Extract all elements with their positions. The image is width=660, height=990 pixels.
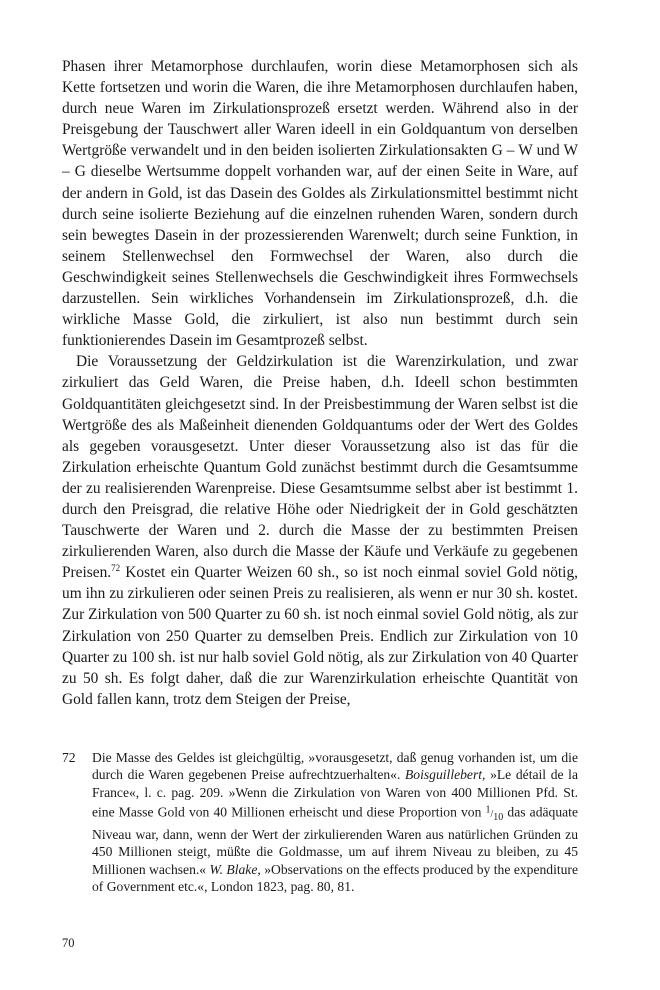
footnote-text-2: , »Le détail de la France«, l. c. pag. 209. »Wenn die Zirkulation von Waren von 400 Millionen Pfd. St. eine Masse Gold von 40 Millionen erheischt und diese Proportion von [92,767,578,820]
footnote-text-4: , »Observations on the effects produced by the expenditure of Government etc.«, London 1823, pag. 80, 81. [92,861,578,895]
paragraph-2 [62,351,578,710]
footnote-number: 72 [62,750,76,765]
footnote-ref-72[interactable]: 72 [111,563,121,574]
paragraph-2-part-2: Kostet ein Quarter Weizen 60 sh., so ist noch einmal soviel Gold nötig, um ihn zu zirkulieren oder seinen Preis zu realisieren, als wenn er nur 30 sh. kostet. Zur Zirkulation von 500 Quarter zu 60 sh. ist noch einmal soviel Gold nötig, als zur Zirkulation von 250 Quarter zu demselben Preis. Endlich zur Zirkulation von 10 Quarter zu 100 sh. ist nur halb soviel Gold nötig, als zur Zirkulation von 40 Quarter zu 50 sh. Es folgt daher, daß die zur Warenzirkulation erheischte Quantität von Gold fallen kann, trotz dem Steigen der Preise, [62,564,578,708]
footnote-text-1: Die Masse des Geldes ist gleichgültig, »vorausgesetzt, daß genug vorhanden ist, um die durch die Waren gegebenen Preise aufrechtzuerhalten«. [92,750,578,783]
paragraph-2-part-1: Die Voraussetzung der Geldzirkulation ist die Warenzirkulation, und zwar zirkuliert das Geld Waren, die Preise haben, d.h. Ideell schon bestimmten Goldquantitäten gleichgesetzt sind. In der Preisbestimmung der Waren selbst ist die Wertgröße des als Maßeinheit dienenden Goldquantums oder der Wert des Goldes als gegeben vorausgesetzt. Unter dieser Voraussetzung also ist das für die Zirkulation erheischte Quantum Gold zunächst bestimmt durch die Gesamtsumme der zu realisierenden Warenpreise. Diese Gesamtsumme selbst aber ist bestimmt 1. durch den Preisgrad, die relative Höhe oder Niedrigkeit der in Gold geschätzten Tauschwerte der Waren und 2. durch die Masse der zu bestimmten Preisen zirkulierenden Waren, also durch die Masse der Käufe und Verkäufe zu gegebenen Preisen. [62,353,578,582]
paragraph-1: Phasen ihrer Metamorphose durchlaufen, worin diese Metamorphosen sich als Kette fortsetzen und worin die Waren, die ihre Metamorphosen durchlaufen haben, durch neue Waren im Zirkulationsprozeß ersetzt werden. Während also in der Preisgebung der Tauschwert aller Waren ideell in ein Goldquantum von derselben Wertgröße verwandelt und in den beiden isolierten Zirkulationsakten G – W und W – G dieselbe Wertsumme doppelt vorhanden war, auf der einen Seite in Ware, auf der andern in Gold, ist das Dasein des Goldes als Zirkulationsmittel bestimmt nicht durch seine isolierte Beziehung auf die einzelnen ruhenden Waren, sondern durch sein bewegtes Dasein in der prozessierenden Warenwelt; durch seine Funktion, in seinem Stellenwechsel den Formwechsel der Waren, also durch die Geschwindigkeit seines Stellenwechsels die Geschwindigkeit ihres Formwechsels darzustellen. Sein wirkliches Vorhandensein im Zirkulationsprozeß, d.h. die wirkliche Masse Gold, die zirkuliert, ist also nun bestimmt durch sein funktionierendes Dasein im Gesamtprozeß selbst. [62,58,578,350]
fraction-numerator: 1 [485,804,491,816]
footnote-text-3: das adäquate Niveau war, dann, wenn der Wert der zirkulierenden Waren aus natürlichen Gründen zu 450 Millionen steigt, müßte die Goldmasse, um auf ihrem Niveau zu bleiben, zu 45 Millionen wachsen.« [92,804,578,877]
footnote-text [92,749,578,896]
page-number: 70 [62,936,75,950]
main-text [62,56,578,710]
footnote-author-boisguillebert: Boisguillebert [405,767,483,783]
footnote-72 [62,749,578,896]
footnote-author-blake: W. Blake [209,861,258,877]
fraction-one-tenth: 1/10 [485,804,504,823]
fraction-denominator: 10 [493,811,504,823]
